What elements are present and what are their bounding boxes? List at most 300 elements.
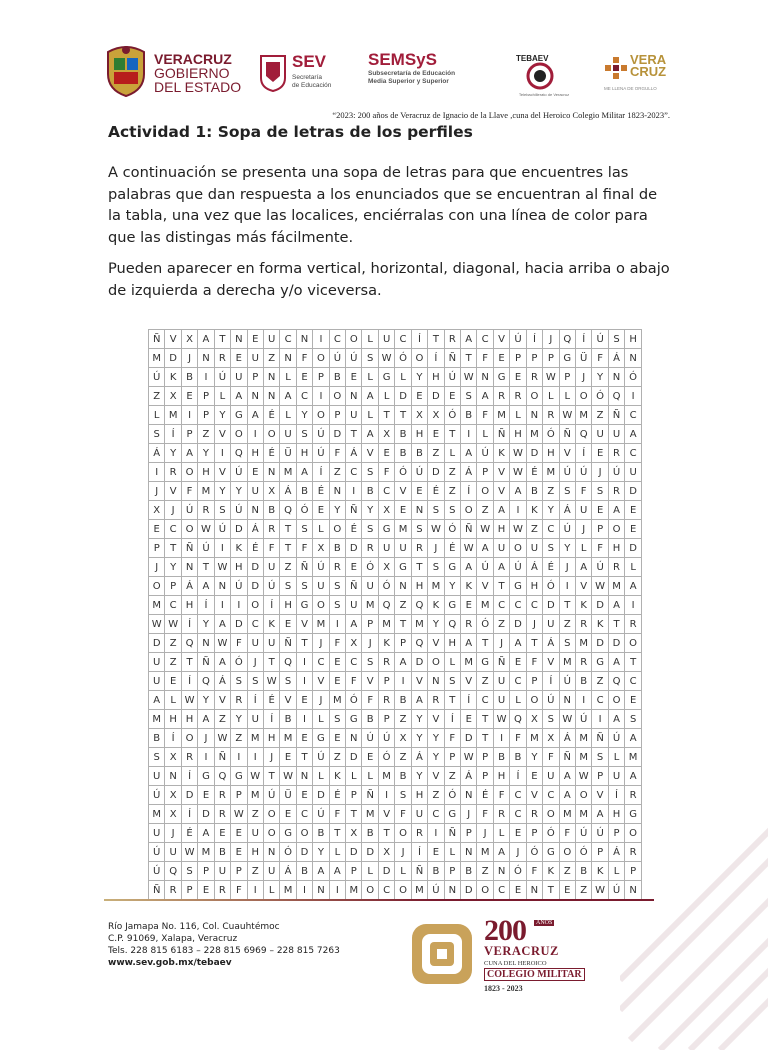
grid-cell[interactable]: B xyxy=(296,482,312,501)
grid-cell[interactable]: B xyxy=(395,425,411,444)
grid-cell[interactable]: O xyxy=(181,520,197,539)
grid-cell[interactable]: Ñ xyxy=(559,425,575,444)
grid-cell[interactable]: B xyxy=(329,368,345,387)
grid-cell[interactable]: V xyxy=(395,482,411,501)
grid-cell[interactable]: D xyxy=(346,843,362,862)
grid-cell[interactable]: C xyxy=(510,786,526,805)
grid-cell[interactable]: S xyxy=(329,596,345,615)
grid-cell[interactable]: I xyxy=(247,881,263,900)
grid-cell[interactable]: Y xyxy=(444,577,460,596)
grid-cell[interactable]: B xyxy=(493,748,509,767)
grid-cell[interactable]: S xyxy=(411,520,427,539)
grid-cell[interactable]: U xyxy=(493,691,509,710)
grid-cell[interactable]: F xyxy=(543,748,559,767)
grid-cell[interactable]: K xyxy=(575,596,591,615)
grid-cell[interactable]: W xyxy=(510,463,526,482)
grid-cell[interactable]: T xyxy=(181,653,197,672)
grid-cell[interactable]: Ú xyxy=(592,330,608,349)
grid-cell[interactable]: T xyxy=(280,539,296,558)
grid-cell[interactable]: P xyxy=(329,406,345,425)
grid-cell[interactable]: B xyxy=(461,862,477,881)
grid-cell[interactable]: A xyxy=(477,387,493,406)
grid-cell[interactable]: Z xyxy=(543,482,559,501)
grid-cell[interactable]: Z xyxy=(247,862,263,881)
grid-cell[interactable]: F xyxy=(477,349,493,368)
grid-cell[interactable]: Ó xyxy=(378,577,394,596)
grid-cell[interactable]: A xyxy=(214,653,230,672)
grid-cell[interactable]: V xyxy=(280,691,296,710)
grid-cell[interactable]: P xyxy=(181,881,197,900)
grid-cell[interactable]: E xyxy=(313,501,329,520)
grid-cell[interactable]: R xyxy=(493,387,509,406)
grid-cell[interactable]: F xyxy=(231,881,247,900)
grid-cell[interactable]: O xyxy=(263,425,279,444)
grid-cell[interactable]: S xyxy=(428,558,444,577)
grid-cell[interactable]: D xyxy=(543,596,559,615)
grid-cell[interactable]: I xyxy=(575,691,591,710)
grid-cell[interactable]: N xyxy=(526,881,542,900)
grid-cell[interactable]: P xyxy=(181,425,197,444)
grid-cell[interactable]: J xyxy=(575,520,591,539)
grid-cell[interactable]: M xyxy=(575,748,591,767)
grid-cell[interactable]: Ó xyxy=(444,406,460,425)
grid-cell[interactable]: Y xyxy=(411,710,427,729)
grid-cell[interactable]: X xyxy=(313,539,329,558)
grid-cell[interactable]: Z xyxy=(231,729,247,748)
grid-cell[interactable]: A xyxy=(198,710,214,729)
grid-cell[interactable]: E xyxy=(296,691,312,710)
grid-cell[interactable]: H xyxy=(444,634,460,653)
grid-cell[interactable]: L xyxy=(280,406,296,425)
grid-cell[interactable]: U xyxy=(214,862,230,881)
grid-cell[interactable]: S xyxy=(231,672,247,691)
grid-cell[interactable]: P xyxy=(543,349,559,368)
grid-cell[interactable]: P xyxy=(198,387,214,406)
grid-cell[interactable]: Z xyxy=(559,615,575,634)
grid-cell[interactable]: Ó xyxy=(395,349,411,368)
grid-cell[interactable]: N xyxy=(181,558,197,577)
grid-cell[interactable]: L xyxy=(608,862,624,881)
grid-cell[interactable]: U xyxy=(165,843,181,862)
grid-cell[interactable]: Ú xyxy=(149,368,165,387)
grid-cell[interactable]: C xyxy=(493,881,509,900)
grid-cell[interactable]: I xyxy=(493,729,509,748)
grid-cell[interactable]: Y xyxy=(329,501,345,520)
grid-cell[interactable]: P xyxy=(198,862,214,881)
grid-cell[interactable]: V xyxy=(493,330,509,349)
grid-cell[interactable]: Ú xyxy=(214,520,230,539)
grid-cell[interactable]: J xyxy=(198,729,214,748)
grid-cell[interactable]: R xyxy=(493,805,509,824)
grid-cell[interactable]: A xyxy=(296,463,312,482)
grid-cell[interactable]: Á xyxy=(214,672,230,691)
grid-cell[interactable]: Q xyxy=(214,767,230,786)
grid-cell[interactable]: E xyxy=(280,805,296,824)
grid-cell[interactable]: E xyxy=(149,520,165,539)
grid-cell[interactable]: D xyxy=(526,444,542,463)
grid-cell[interactable]: M xyxy=(165,406,181,425)
grid-cell[interactable]: Z xyxy=(477,862,493,881)
grid-cell[interactable]: A xyxy=(181,444,197,463)
grid-cell[interactable]: Ú xyxy=(149,786,165,805)
grid-cell[interactable]: K xyxy=(592,862,608,881)
grid-cell[interactable]: I xyxy=(198,748,214,767)
grid-cell[interactable]: C xyxy=(313,653,329,672)
grid-cell[interactable]: Í xyxy=(575,330,591,349)
grid-cell[interactable]: G xyxy=(444,596,460,615)
grid-cell[interactable]: J xyxy=(313,691,329,710)
grid-cell[interactable]: Z xyxy=(198,425,214,444)
grid-cell[interactable]: U xyxy=(247,824,263,843)
grid-cell[interactable]: U xyxy=(346,406,362,425)
grid-cell[interactable]: P xyxy=(526,672,542,691)
grid-cell[interactable]: E xyxy=(428,425,444,444)
grid-cell[interactable]: O xyxy=(559,843,575,862)
grid-cell[interactable]: M xyxy=(198,482,214,501)
grid-cell[interactable]: R xyxy=(165,463,181,482)
grid-cell[interactable]: E xyxy=(231,824,247,843)
grid-cell[interactable]: Í xyxy=(575,444,591,463)
grid-cell[interactable]: Ñ xyxy=(346,501,362,520)
grid-cell[interactable]: L xyxy=(395,862,411,881)
grid-cell[interactable]: T xyxy=(263,653,279,672)
grid-cell[interactable]: D xyxy=(296,843,312,862)
grid-cell[interactable]: W xyxy=(510,444,526,463)
grid-cell[interactable]: F xyxy=(329,444,345,463)
grid-cell[interactable]: E xyxy=(461,596,477,615)
grid-cell[interactable]: J xyxy=(592,463,608,482)
grid-cell[interactable]: T xyxy=(395,615,411,634)
grid-cell[interactable]: J xyxy=(559,558,575,577)
grid-cell[interactable]: G xyxy=(592,653,608,672)
grid-cell[interactable]: A xyxy=(625,577,642,596)
grid-cell[interactable]: H xyxy=(411,425,427,444)
grid-cell[interactable]: X xyxy=(263,482,279,501)
grid-cell[interactable]: J xyxy=(313,634,329,653)
grid-cell[interactable]: U xyxy=(526,539,542,558)
grid-cell[interactable]: S xyxy=(296,577,312,596)
grid-cell[interactable]: S xyxy=(625,710,642,729)
grid-cell[interactable]: L xyxy=(313,520,329,539)
grid-cell[interactable]: M xyxy=(428,577,444,596)
grid-cell[interactable]: Í xyxy=(526,330,542,349)
grid-cell[interactable]: P xyxy=(526,824,542,843)
grid-cell[interactable]: X xyxy=(346,634,362,653)
grid-cell[interactable]: Z xyxy=(526,520,542,539)
grid-cell[interactable]: U xyxy=(346,596,362,615)
grid-cell[interactable]: A xyxy=(149,691,165,710)
grid-cell[interactable]: Q xyxy=(608,672,624,691)
grid-cell[interactable]: A xyxy=(510,634,526,653)
grid-cell[interactable]: T xyxy=(214,330,230,349)
grid-cell[interactable]: Y xyxy=(559,539,575,558)
grid-cell[interactable]: D xyxy=(592,634,608,653)
grid-cell[interactable]: P xyxy=(444,748,460,767)
grid-cell[interactable]: C xyxy=(329,330,345,349)
grid-cell[interactable]: N xyxy=(428,672,444,691)
grid-cell[interactable]: M xyxy=(149,710,165,729)
grid-cell[interactable]: X xyxy=(378,843,394,862)
grid-cell[interactable]: T xyxy=(608,615,624,634)
grid-cell[interactable]: B xyxy=(575,672,591,691)
grid-cell[interactable]: R xyxy=(625,786,642,805)
grid-cell[interactable]: Ó xyxy=(378,748,394,767)
grid-cell[interactable]: U xyxy=(543,615,559,634)
grid-cell[interactable]: D xyxy=(346,748,362,767)
grid-cell[interactable]: I xyxy=(181,406,197,425)
grid-cell[interactable]: L xyxy=(165,691,181,710)
grid-cell[interactable]: Á xyxy=(608,349,624,368)
grid-cell[interactable]: W xyxy=(378,349,394,368)
grid-cell[interactable]: O xyxy=(362,881,378,900)
grid-cell[interactable]: E xyxy=(329,653,345,672)
grid-cell[interactable]: Ú xyxy=(575,710,591,729)
grid-cell[interactable]: Z xyxy=(395,748,411,767)
grid-cell[interactable]: F xyxy=(329,805,345,824)
grid-cell[interactable]: H xyxy=(296,444,312,463)
grid-cell[interactable]: Z xyxy=(477,672,493,691)
grid-cell[interactable]: O xyxy=(543,805,559,824)
grid-cell[interactable]: N xyxy=(296,330,312,349)
grid-cell[interactable]: Á xyxy=(526,558,542,577)
grid-cell[interactable]: S xyxy=(280,672,296,691)
grid-cell[interactable]: Ú xyxy=(608,881,624,900)
grid-cell[interactable]: V xyxy=(477,577,493,596)
grid-cell[interactable]: V xyxy=(296,615,312,634)
grid-cell[interactable]: K xyxy=(165,368,181,387)
grid-cell[interactable]: D xyxy=(149,634,165,653)
grid-cell[interactable]: Í xyxy=(165,729,181,748)
grid-cell[interactable]: T xyxy=(493,577,509,596)
grid-cell[interactable]: W xyxy=(461,748,477,767)
grid-cell[interactable]: L xyxy=(362,406,378,425)
grid-cell[interactable]: Ó xyxy=(395,463,411,482)
grid-cell[interactable]: Ú xyxy=(313,558,329,577)
grid-cell[interactable]: D xyxy=(608,634,624,653)
grid-cell[interactable]: T xyxy=(477,710,493,729)
grid-cell[interactable]: C xyxy=(625,406,642,425)
grid-cell[interactable]: S xyxy=(296,520,312,539)
grid-cell[interactable]: Y xyxy=(411,767,427,786)
grid-cell[interactable]: Ú xyxy=(231,463,247,482)
grid-cell[interactable]: Í xyxy=(181,672,197,691)
grid-cell[interactable]: N xyxy=(608,368,624,387)
grid-cell[interactable]: V xyxy=(461,672,477,691)
grid-cell[interactable]: T xyxy=(461,349,477,368)
grid-cell[interactable]: Ú xyxy=(608,463,624,482)
grid-cell[interactable]: A xyxy=(362,425,378,444)
grid-cell[interactable]: U xyxy=(263,330,279,349)
grid-cell[interactable]: S xyxy=(149,748,165,767)
grid-cell[interactable]: V xyxy=(428,767,444,786)
grid-cell[interactable]: N xyxy=(346,387,362,406)
grid-cell[interactable]: M xyxy=(575,406,591,425)
grid-cell[interactable]: U xyxy=(313,577,329,596)
grid-cell[interactable]: H xyxy=(280,596,296,615)
grid-cell[interactable]: S xyxy=(149,425,165,444)
grid-cell[interactable]: B xyxy=(411,444,427,463)
grid-cell[interactable]: Í xyxy=(165,425,181,444)
grid-cell[interactable]: E xyxy=(510,653,526,672)
grid-cell[interactable]: Z xyxy=(444,767,460,786)
grid-cell[interactable]: G xyxy=(559,349,575,368)
grid-cell[interactable]: L xyxy=(362,330,378,349)
grid-cell[interactable]: Á xyxy=(461,767,477,786)
grid-cell[interactable]: Y xyxy=(231,482,247,501)
grid-cell[interactable]: D xyxy=(625,539,642,558)
grid-cell[interactable]: M xyxy=(149,596,165,615)
grid-cell[interactable]: C xyxy=(477,330,493,349)
grid-cell[interactable]: Y xyxy=(296,406,312,425)
grid-cell[interactable]: P xyxy=(559,368,575,387)
grid-cell[interactable]: J xyxy=(526,615,542,634)
grid-cell[interactable]: R xyxy=(329,558,345,577)
grid-cell[interactable]: I xyxy=(378,786,394,805)
grid-cell[interactable]: A xyxy=(198,824,214,843)
grid-cell[interactable]: M xyxy=(559,805,575,824)
grid-cell[interactable]: J xyxy=(181,349,197,368)
grid-cell[interactable]: J xyxy=(165,501,181,520)
grid-cell[interactable]: Á xyxy=(461,463,477,482)
grid-cell[interactable]: P xyxy=(477,748,493,767)
grid-cell[interactable]: O xyxy=(575,387,591,406)
grid-cell[interactable]: I xyxy=(625,387,642,406)
grid-cell[interactable]: K xyxy=(592,615,608,634)
grid-cell[interactable]: R xyxy=(543,406,559,425)
grid-cell[interactable]: A xyxy=(247,406,263,425)
grid-cell[interactable]: Á xyxy=(559,729,575,748)
grid-cell[interactable]: M xyxy=(378,767,394,786)
grid-cell[interactable]: A xyxy=(625,425,642,444)
grid-cell[interactable]: R xyxy=(510,387,526,406)
grid-cell[interactable]: P xyxy=(592,767,608,786)
grid-cell[interactable]: Í xyxy=(510,767,526,786)
grid-cell[interactable]: M xyxy=(329,691,345,710)
grid-cell[interactable]: Á xyxy=(181,577,197,596)
grid-cell[interactable]: Z xyxy=(329,748,345,767)
grid-cell[interactable]: E xyxy=(411,387,427,406)
grid-cell[interactable]: I xyxy=(395,672,411,691)
grid-cell[interactable]: P xyxy=(608,824,624,843)
grid-cell[interactable]: C xyxy=(625,672,642,691)
grid-cell[interactable]: I xyxy=(198,368,214,387)
grid-cell[interactable]: R xyxy=(214,786,230,805)
grid-cell[interactable]: Ú xyxy=(559,520,575,539)
grid-cell[interactable]: Í xyxy=(181,767,197,786)
grid-cell[interactable]: I xyxy=(592,710,608,729)
grid-cell[interactable]: N xyxy=(313,881,329,900)
grid-cell[interactable]: J xyxy=(395,843,411,862)
grid-cell[interactable]: U xyxy=(543,767,559,786)
grid-cell[interactable]: V xyxy=(313,672,329,691)
grid-cell[interactable]: M xyxy=(625,748,642,767)
grid-cell[interactable]: Ñ xyxy=(444,349,460,368)
grid-cell[interactable]: É xyxy=(181,824,197,843)
grid-cell[interactable]: Ó xyxy=(575,843,591,862)
grid-cell[interactable]: R xyxy=(181,748,197,767)
grid-cell[interactable]: Ú xyxy=(510,330,526,349)
grid-cell[interactable]: G xyxy=(296,596,312,615)
grid-cell[interactable]: F xyxy=(362,691,378,710)
grid-cell[interactable]: S xyxy=(608,330,624,349)
grid-cell[interactable]: R xyxy=(362,539,378,558)
grid-cell[interactable]: F xyxy=(526,653,542,672)
grid-cell[interactable]: O xyxy=(477,482,493,501)
grid-cell[interactable]: Q xyxy=(510,710,526,729)
grid-cell[interactable]: K xyxy=(543,862,559,881)
grid-cell[interactable]: S xyxy=(543,539,559,558)
grid-cell[interactable]: W xyxy=(181,843,197,862)
grid-cell[interactable]: W xyxy=(461,368,477,387)
grid-cell[interactable]: C xyxy=(625,444,642,463)
grid-cell[interactable]: J xyxy=(362,634,378,653)
grid-cell[interactable]: T xyxy=(378,406,394,425)
grid-cell[interactable]: M xyxy=(461,653,477,672)
grid-cell[interactable]: P xyxy=(378,672,394,691)
grid-cell[interactable]: E xyxy=(329,729,345,748)
grid-cell[interactable]: P xyxy=(247,368,263,387)
grid-cell[interactable]: U xyxy=(149,767,165,786)
grid-cell[interactable]: O xyxy=(395,881,411,900)
grid-cell[interactable]: T xyxy=(296,748,312,767)
grid-cell[interactable]: E xyxy=(329,672,345,691)
grid-cell[interactable]: L xyxy=(346,767,362,786)
grid-cell[interactable]: S xyxy=(362,463,378,482)
grid-cell[interactable]: I xyxy=(231,596,247,615)
grid-cell[interactable]: W xyxy=(592,881,608,900)
grid-cell[interactable]: O xyxy=(247,596,263,615)
grid-cell[interactable]: E xyxy=(231,349,247,368)
grid-cell[interactable]: Ñ xyxy=(461,520,477,539)
grid-cell[interactable]: Ú xyxy=(231,501,247,520)
grid-cell[interactable]: F xyxy=(181,482,197,501)
grid-cell[interactable]: Ó xyxy=(543,425,559,444)
grid-cell[interactable]: M xyxy=(395,520,411,539)
grid-cell[interactable]: B xyxy=(395,691,411,710)
grid-cell[interactable]: A xyxy=(313,862,329,881)
grid-cell[interactable]: Y xyxy=(411,729,427,748)
grid-cell[interactable]: T xyxy=(378,824,394,843)
grid-cell[interactable]: Ó xyxy=(543,824,559,843)
grid-cell[interactable]: A xyxy=(608,653,624,672)
grid-cell[interactable]: Ú xyxy=(263,786,279,805)
grid-cell[interactable]: Ú xyxy=(592,558,608,577)
grid-cell[interactable]: E xyxy=(559,881,575,900)
grid-cell[interactable]: J xyxy=(149,482,165,501)
grid-cell[interactable]: U xyxy=(575,501,591,520)
grid-cell[interactable]: E xyxy=(510,881,526,900)
grid-cell[interactable]: D xyxy=(395,387,411,406)
grid-cell[interactable]: B xyxy=(149,729,165,748)
grid-cell[interactable]: M xyxy=(493,406,509,425)
grid-cell[interactable]: A xyxy=(411,691,427,710)
grid-cell[interactable]: T xyxy=(346,425,362,444)
grid-cell[interactable]: M xyxy=(411,881,427,900)
grid-cell[interactable]: É xyxy=(444,539,460,558)
grid-cell[interactable]: R xyxy=(165,881,181,900)
grid-cell[interactable]: T xyxy=(625,653,642,672)
grid-cell[interactable]: W xyxy=(461,539,477,558)
grid-cell[interactable]: R xyxy=(608,444,624,463)
grid-cell[interactable]: E xyxy=(296,368,312,387)
grid-cell[interactable]: P xyxy=(231,786,247,805)
grid-cell[interactable]: S xyxy=(428,501,444,520)
grid-cell[interactable]: Ú xyxy=(477,558,493,577)
grid-cell[interactable]: T xyxy=(477,634,493,653)
grid-cell[interactable]: R xyxy=(263,520,279,539)
grid-cell[interactable]: S xyxy=(444,672,460,691)
grid-cell[interactable]: N xyxy=(214,577,230,596)
